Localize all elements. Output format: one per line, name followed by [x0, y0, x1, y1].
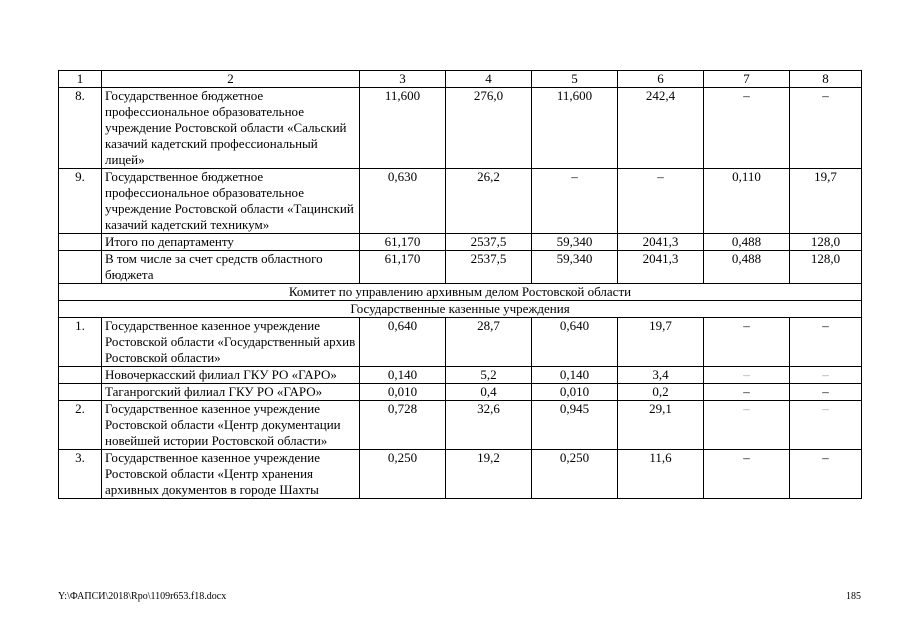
- value-cell: 0,630: [360, 169, 446, 234]
- value-cell: 0,4: [446, 384, 532, 401]
- institution-name: Государственное бюджетное профессиональное образовательное учреждение Ростовской области «Сальский казачий кадетский профессиональный лицей»: [102, 88, 360, 169]
- value-cell: 5,2: [446, 367, 532, 384]
- value-cell: –: [790, 384, 862, 401]
- value-cell: 3,4: [618, 367, 704, 384]
- section-heading: Комитет по управлению архивным делом Ростовской области: [59, 284, 862, 301]
- value-cell: –: [618, 169, 704, 234]
- institution-name: Итого по департаменту: [102, 234, 360, 251]
- value-cell: 0,488: [704, 234, 790, 251]
- value-cell: 2537,5: [446, 251, 532, 284]
- row-number: 8.: [59, 88, 102, 169]
- section-heading: Государственные казенные учреждения: [59, 301, 862, 318]
- value-cell: –: [532, 169, 618, 234]
- table-row: [59, 318, 862, 367]
- value-cell: 11,6: [618, 450, 704, 499]
- value-cell: 29,1: [618, 401, 704, 450]
- header-cell: 7: [704, 71, 790, 88]
- institution-name: Государственное бюджетное профессиональное образовательное учреждение Ростовской области «Тацинский казачий кадетский техникум»: [102, 169, 360, 234]
- value-cell: 61,170: [360, 234, 446, 251]
- value-cell: –: [790, 88, 862, 169]
- value-cell: 0,140: [532, 367, 618, 384]
- value-cell: –: [704, 384, 790, 401]
- value-cell: 2537,5: [446, 234, 532, 251]
- value-cell: –: [790, 450, 862, 499]
- value-cell: 0,2: [618, 384, 704, 401]
- value-cell: –: [790, 367, 862, 384]
- table-row: [59, 169, 862, 234]
- value-cell: 61,170: [360, 251, 446, 284]
- footer-file-path: Y:\ФАПСИ\2018\Rpo\1109r653.f18.docx: [58, 591, 227, 602]
- value-cell: 0,488: [704, 251, 790, 284]
- value-cell: –: [704, 88, 790, 169]
- institution-name: Государственное казенное учреждение Ростовской области «Центр документации новейшей истории Ростовской области»: [102, 401, 360, 450]
- table-row: [59, 384, 862, 401]
- header-cell: 2: [102, 71, 360, 88]
- value-cell: 19,7: [618, 318, 704, 367]
- table-row: [59, 234, 862, 251]
- table-row: [59, 367, 862, 384]
- value-cell: –: [790, 401, 862, 450]
- row-number: 3.: [59, 450, 102, 499]
- value-cell: 28,7: [446, 318, 532, 367]
- value-cell: 0,640: [532, 318, 618, 367]
- value-cell: 0,250: [532, 450, 618, 499]
- value-cell: 2041,3: [618, 234, 704, 251]
- institution-name: Новочеркасский филиал ГКУ РО «ГАРО»: [102, 367, 360, 384]
- section-heading-row: [59, 284, 862, 301]
- value-cell: 0,945: [532, 401, 618, 450]
- value-cell: 0,640: [360, 318, 446, 367]
- header-cell: 8: [790, 71, 862, 88]
- value-cell: 0,010: [360, 384, 446, 401]
- value-cell: 0,110: [704, 169, 790, 234]
- value-cell: –: [790, 318, 862, 367]
- row-number: [59, 251, 102, 284]
- value-cell: –: [704, 367, 790, 384]
- section-heading-row: [59, 301, 862, 318]
- value-cell: 11,600: [360, 88, 446, 169]
- value-cell: –: [704, 450, 790, 499]
- row-number: 1.: [59, 318, 102, 367]
- header-row: [59, 71, 862, 88]
- header-cell: 1: [59, 71, 102, 88]
- value-cell: 276,0: [446, 88, 532, 169]
- value-cell: 0,728: [360, 401, 446, 450]
- header-cell: 4: [446, 71, 532, 88]
- value-cell: 19,7: [790, 169, 862, 234]
- table-row: [59, 450, 862, 499]
- table-row: [59, 88, 862, 169]
- institution-name: В том числе за счет средств областного бюджета: [102, 251, 360, 284]
- value-cell: 2041,3: [618, 251, 704, 284]
- value-cell: 0,010: [532, 384, 618, 401]
- institution-name: Таганрогский филиал ГКУ РО «ГАРО»: [102, 384, 360, 401]
- table-row: [59, 401, 862, 450]
- footer-page-number: 185: [846, 591, 861, 602]
- value-cell: 0,140: [360, 367, 446, 384]
- value-cell: 59,340: [532, 234, 618, 251]
- value-cell: –: [704, 318, 790, 367]
- value-cell: 19,2: [446, 450, 532, 499]
- value-cell: 0,250: [360, 450, 446, 499]
- value-cell: 11,600: [532, 88, 618, 169]
- institution-name: Государственное казенное учреждение Ростовской области «Центр хранения архивных документов в городе Шахты: [102, 450, 360, 499]
- header-cell: 5: [532, 71, 618, 88]
- value-cell: 59,340: [532, 251, 618, 284]
- value-cell: 32,6: [446, 401, 532, 450]
- value-cell: 128,0: [790, 234, 862, 251]
- value-cell: 128,0: [790, 251, 862, 284]
- row-number: [59, 234, 102, 251]
- institution-name: Государственное казенное учреждение Ростовской области «Государственный архив Ростовской области»: [102, 318, 360, 367]
- budget-table: [58, 70, 862, 499]
- table-row: [59, 251, 862, 284]
- row-number: 9.: [59, 169, 102, 234]
- header-cell: 6: [618, 71, 704, 88]
- row-number: [59, 384, 102, 401]
- value-cell: 26,2: [446, 169, 532, 234]
- value-cell: –: [704, 401, 790, 450]
- row-number: [59, 367, 102, 384]
- value-cell: 242,4: [618, 88, 704, 169]
- header-cell: 3: [360, 71, 446, 88]
- row-number: 2.: [59, 401, 102, 450]
